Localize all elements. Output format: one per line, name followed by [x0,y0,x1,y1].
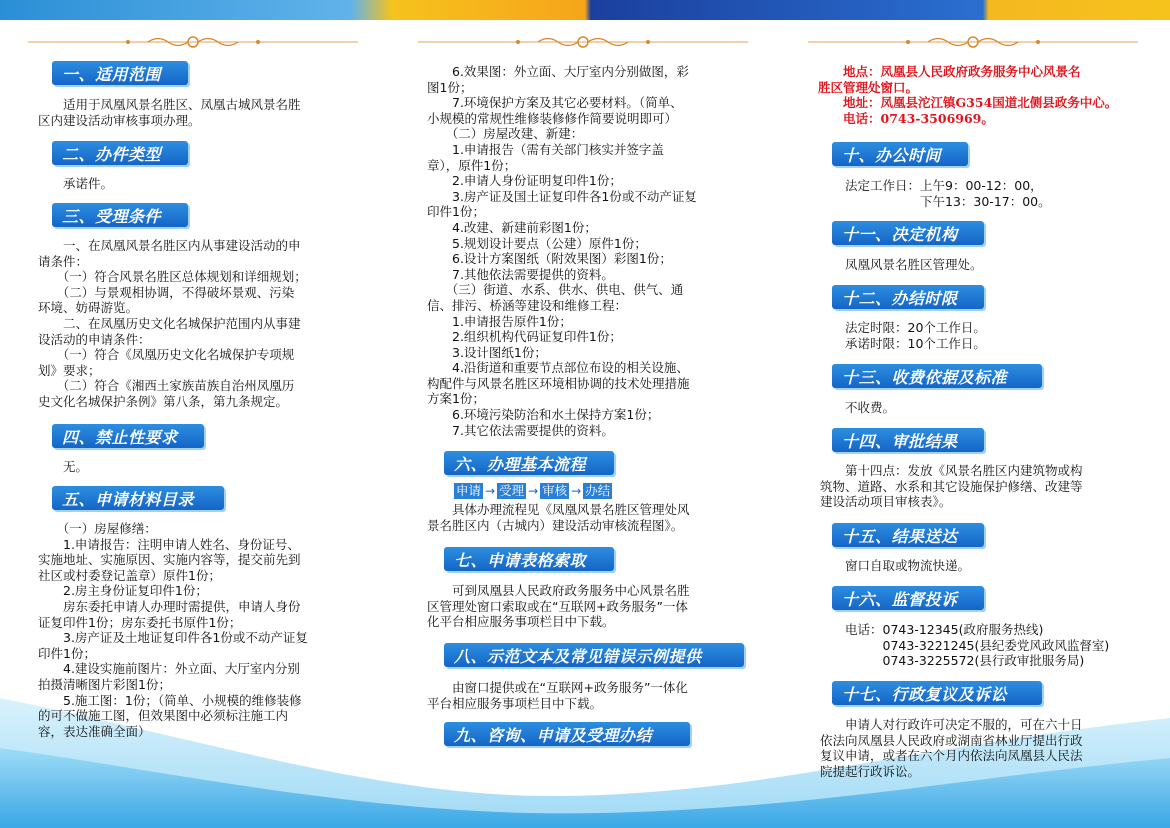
arrow-right-icon: → [528,484,539,498]
section-heading-forms: 七、申请表格索取 [444,547,614,571]
flow-step-review: 审核 [542,483,568,498]
complaints-text: 电话：0743-12345(政府服务热线) 0743-3221245(县纪委党风政风监督室) 0743-3225572(县行政审批服务局) [845,622,1110,669]
section-heading-samples: 八、示范文本及常见错误示例提供 [444,643,744,667]
materials-text: （一）房屋修缮： 1.申请报告：注明申请人姓名、身份证号、 实施地址、实施原因、实施内容等，提交前先到 社区或村委登记盖章）原件1份； 2.房主身份证复印件1份； 房东委托申请人办理时需提供，申请人身份 证复印件1份；房东委托书原件1份； 3.房产证及土地证复印件各1份或不动产证复 印件1份； 4.建设实施前图片：外立面、大厅室内分别 拍摄清晰图片彩图1份； 5.施工图：1份；（简单、小规模的维修装修 的可不做施工图，但效果图中必须标注施工内 容，表达准确全面） [38,521,308,739]
section-heading-appeal: 十七、行政复议及诉讼 [832,681,1042,705]
result-text: 第十四点：发放《风景名胜区内建筑物或构 筑物、道路、水系和其它设施保护修缮、改建等 建设活动项目审核表》。 [820,463,1083,510]
section-heading-delivery: 十五、结果送达 [832,523,984,547]
samples-text: 由窗口提供或在“互联网+政务服务”一体化 平台相应服务事项栏目中下载。 [427,680,688,711]
forms-text: 可到凤凰县人民政府政务服务中心风景名胜 区管理处窗口索取或在“互联网+政务服务”一体 化平台相应服务事项栏目中下载。 [427,583,690,630]
section-heading-consult: 九、咨询、申请及受理办结 [444,722,690,746]
section-heading-prohibitions: 四、禁止性要求 [52,424,204,448]
contact-info-text: 地点：凤凰县人民政府政务服务中心风景名 胜区管理处窗口。 地址：凤凰县沱江镇G354国道北侧县政务中心。 电话：0743-3506969。 [818,64,1118,126]
ornament-divider [28,35,358,49]
section-heading-process: 六、办理基本流程 [444,451,614,475]
office-hours-text: 法定工作日：上午9：00-12：00， 下午13：30-17：00。 [845,178,1051,209]
ornament-divider [808,35,1138,49]
flow-step-complete: 办结 [585,483,611,498]
section-heading-conditions: 三、受理条件 [52,203,188,227]
prohibitions-text: 无。 [38,459,89,474]
appeal-text: 申请人对行政许可决定不服的，可在六十日 依法向凤凰县人民政府或湖南省林业厅提出行政 复议申请，或者在六个月内依法向凤凰县人民法 院提起行政诉讼。 [820,717,1083,779]
section-heading-materials: 五、申请材料目录 [52,486,224,510]
section-heading-result: 十四、审批结果 [832,428,984,452]
fees-text: 不收费。 [820,400,896,415]
materials-continued-text: 6.效果图：外立面、大厅室内分别做图，彩 图1份； 7.环境保护方案及其它必要材料。（简单、 小规模的常规性维修装修修作简要说明即可） （二）房屋改建、新建： 1.申请报告（需有关部门核实并签字盖 章），原件1份； 2.申请人身份证明复印件1份； 3.房产证及国土证复印件各1份或不动产证复 印件1份； 4.改建、新建前彩图1份； 5.规划设计要点（公建）原件1份； 6.设计方案图纸（附效果图）彩图1份； 7.其他依法需要提供的资料。 （三）街道、水系、供水、供电、供气、通 信、排污、桥涵等建设和维修工程： 1.申请报告原件1份； 2.组织机构代码证复印件1份； 3.设计图纸1份； 4.沿街道和重要节点部位布设的相关设施、 构配件与风景名胜区环境相协调的技术处理措施 方案1份； 6.环境污染防治和水土保持方案1份； 7.其它依法需要提供的资料。 [427,64,697,438]
section-heading-complaints: 十六、监督投诉 [832,586,984,610]
arrow-right-icon: → [571,484,582,498]
section-heading-authority: 十一、决定机构 [832,221,984,245]
process-text: 具体办理流程见《凤凰风景名胜区管理处风 景名胜区内（古城内）建设活动审核流程图》。 [427,502,690,533]
ornament-divider [418,35,748,49]
top-color-bar [0,0,1170,20]
conditions-text: 一、在凤凰风景名胜区内从事建设活动的申 请条件： （一）符合风景名胜区总体规划和详细规划； （二）与景观相协调，不得破坏景观、污染 环境、妨碍游览。 二、在凤凰历史文化名城保护范围内从事建 设活动的申请条件： （一）符合《凤凰历史文化名城保护专项规 划》要求； （二）符合《湘西土家族苗族自治州凤凰历 史文化名城保护条例》第八条，第九条规定。 [38,238,307,409]
flow-step-accept: 受理 [499,483,525,498]
section-heading-type: 二、办件类型 [52,141,188,165]
section-heading-time-limit: 十二、办结时限 [832,285,984,309]
section-heading-office-hours: 十、办公时间 [832,142,968,166]
section-heading-scope: 一、适用范围 [52,61,188,85]
delivery-text: 窗口自取或物流快递。 [820,558,971,573]
flow-step-apply: 申请 [456,483,482,498]
scope-text: 适用于凤凰风景名胜区、凤凰古城风景名胜 区内建设活动审核事项办理。 [38,97,301,128]
authority-text: 凤凰风景名胜区管理处。 [820,257,983,272]
time-limit-text: 法定时限：20个工作日。 承诺时限：10个工作日。 [845,320,986,351]
process-flow [454,483,612,499]
arrow-right-icon: → [485,484,496,498]
section-heading-fees: 十三、收费依据及标准 [832,364,1042,388]
type-text: 承诺件。 [38,176,114,191]
